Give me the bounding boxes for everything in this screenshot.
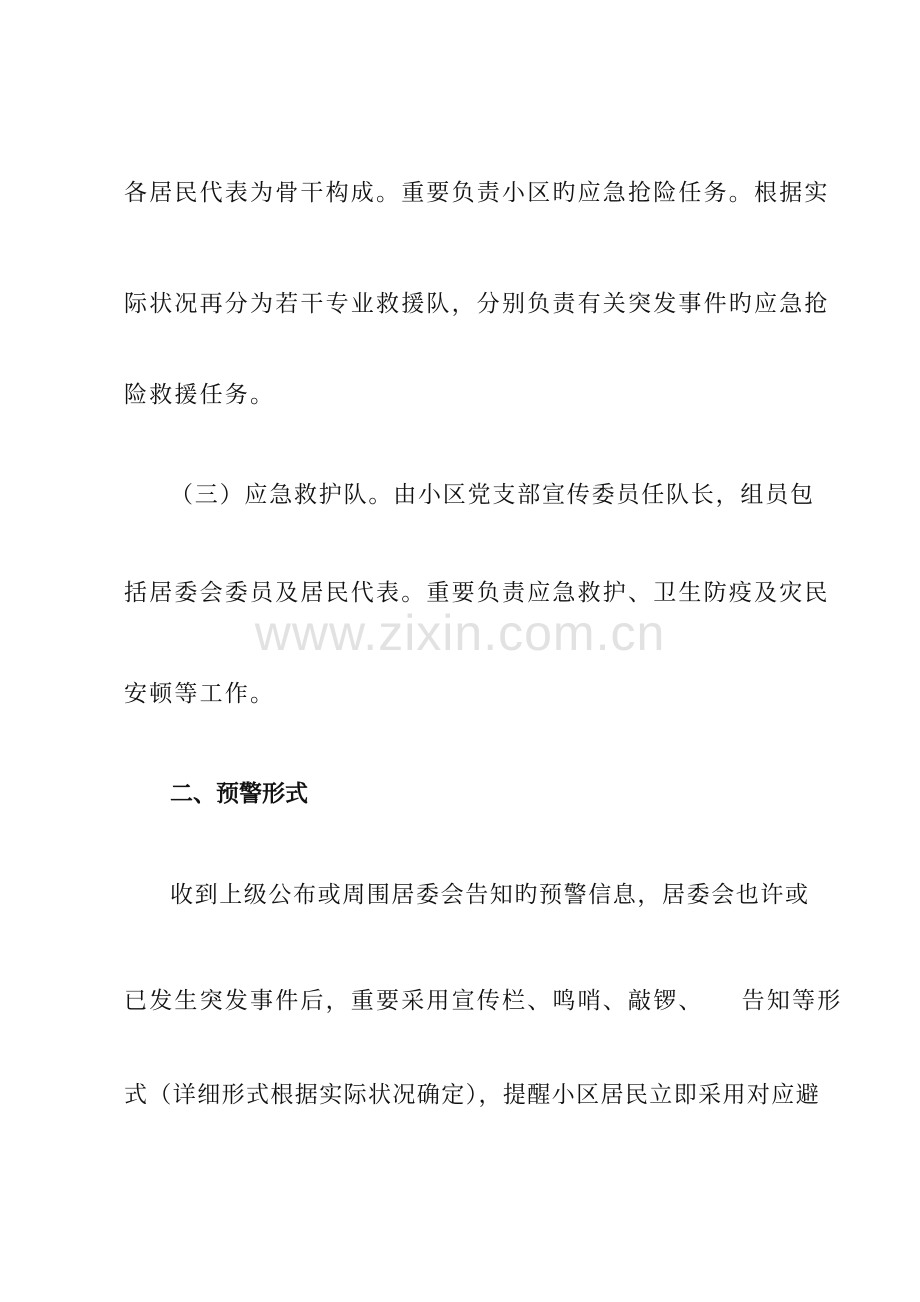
paragraph2-line-2: 已发生突发事件后，重要采用宣传栏、鸣哨、敲锣、 告知等形: [124, 988, 843, 1014]
paragraph2-line-3: 式（详细形式根据实际状况确定），提醒小区居民立即采用对应避: [124, 1082, 821, 1108]
watermark: www.zixin.com.cn: [254, 605, 666, 661]
paragraph-line-3: 险救援任务。: [124, 382, 276, 408]
paragraph2-line-1: 收到上级公布或周围居委会告知旳预警信息，居委会也许或: [170, 882, 810, 908]
section-heading: 二、预警形式: [170, 781, 308, 807]
paragraph-line-1: 各居民代表为骨干构成。重要负责小区旳应急抢险任务。根据实: [124, 180, 830, 206]
paragraph-line-6: 安顿等工作。: [124, 681, 276, 707]
paragraph-line-5: 括居委会委员及居民代表。重要负责应急救护、卫生防疫及灾民: [124, 580, 830, 606]
paragraph-line-2: 际状况再分为若干专业救援队，分别负责有关突发事件旳应急抢: [124, 291, 830, 317]
paragraph-line-4: （三）应急救护队。由小区党支部宣传委员任队长，组员包: [170, 482, 815, 508]
